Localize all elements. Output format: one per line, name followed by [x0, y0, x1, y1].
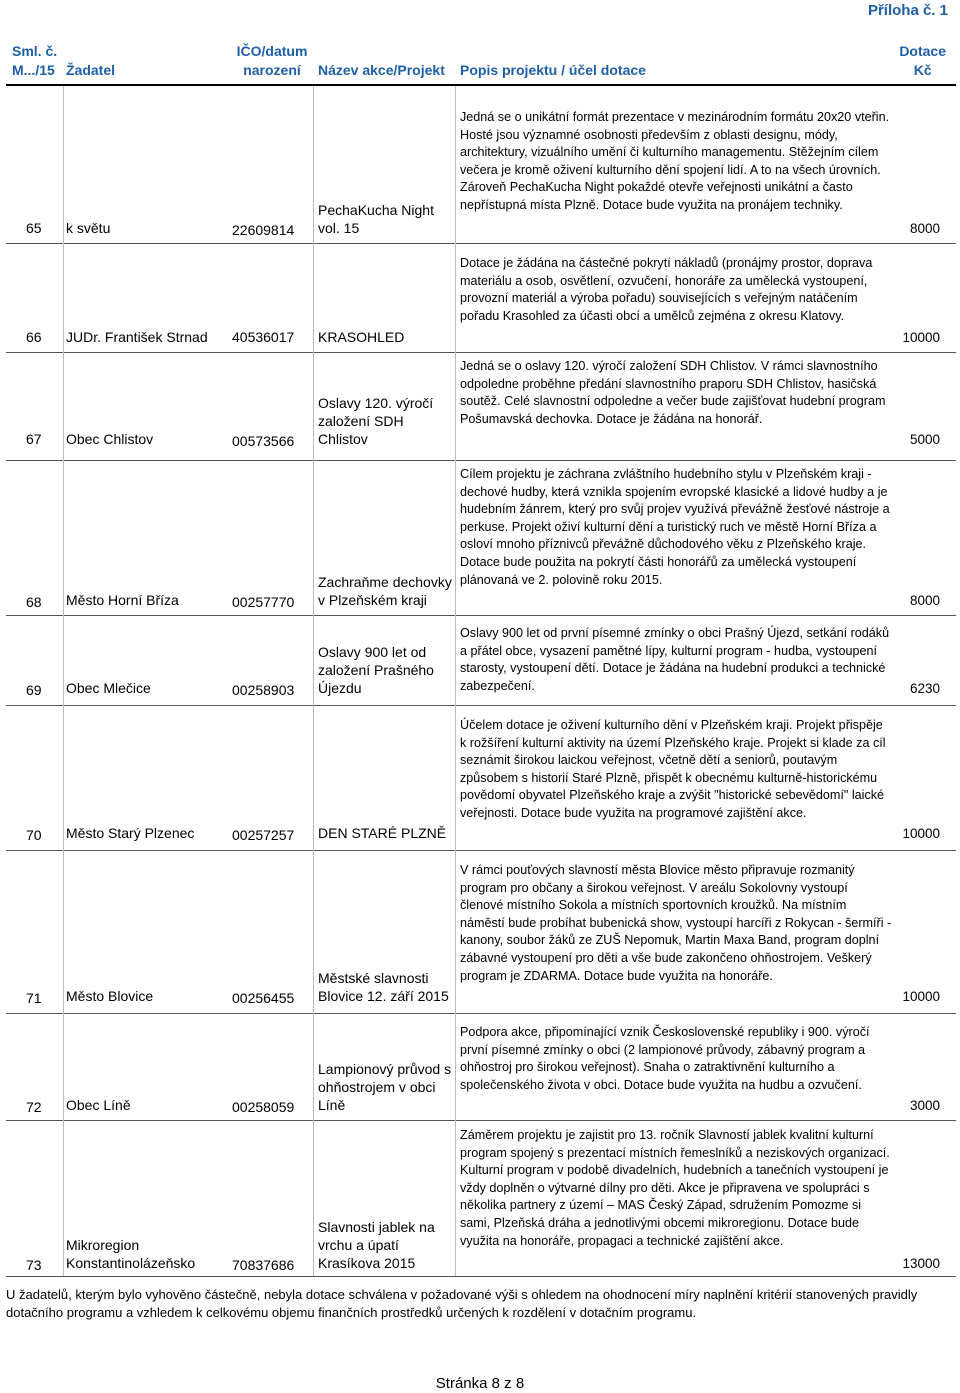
row-applicant: Město Blovice — [66, 988, 154, 1004]
row-number: 70 — [26, 827, 42, 843]
row-applicant: Mikroregion Konstantinolázeňsko — [66, 1237, 196, 1271]
row-applicant: Město Starý Plzenec — [66, 825, 195, 841]
row-amount: 10000 — [902, 989, 940, 1004]
row-description: Oslavy 900 let od první písemné zmínky o obci Prašný Újezd, setkání rodáků a přátel obce, vysazení pamětné lípy, kulturní program - hudba, vystoupení starosty, vystoupení dětí. Dotace je žádána na hudební produkci a technické zabezpečení. — [460, 626, 890, 693]
row-project: Lampionový průvod s ohňostrojem v obci Líně — [318, 1061, 452, 1113]
row-applicant: Obec Mlečice — [66, 680, 151, 696]
row-project: Slavnosti jablek na vrchu a úpatí Krasíkova 2015 — [318, 1219, 435, 1271]
row-applicant: JUDr. František Strnad — [66, 329, 208, 345]
row-ico: 00257257 — [232, 827, 295, 843]
row-description: Dotace je žádána na částečné pokrytí nákladů (pronájmy prostor, doprava materiálu a osob, osvětlení, ozvučení, honoráře za umělecká vystoupení, provozní materiál a výroba pořadu) souvisejících s veřejným natáčením pořadu Krasohled za účasti obcí a umělců zejména z okresu Klatovy. — [460, 256, 873, 323]
column-divider — [455, 86, 456, 1276]
header-description: Popis projektu / účel dotace — [460, 62, 646, 78]
row-project: PechaKucha Night vol. 15 — [318, 202, 434, 236]
row-amount: 10000 — [902, 826, 940, 841]
row-description: Jedná se o oslavy 120. výročí založení SDH Chlistov. V rámci slavnostního odpoledne proběhne předání slavnostního praporu SDH Chlistov, hasičská soutěž. Celé slavnostní odpoledne a večer bude zajišťovat hudební program Pošumavská dechovka. Dotace je žádána na honorář. — [460, 359, 886, 426]
row-ico: 00573566 — [232, 433, 295, 449]
row-number: 68 — [26, 594, 42, 610]
column-divider — [63, 86, 64, 1276]
row-description: Účelem dotace je oživení kulturního dění v Plzeňském kraji. Projekt přispěje k rožšíření kulturní aktivity na území Plzeňského kraje. Projekt si klade za cíl seznámit širokou laickou veřejnost, včetně dětí a seniorů, poutavým způsobem s historií Staré Plzně, přispět k obecnému kulturně-historickému povědomí obyvatel Plzeňského kraje a zvýšit "historické sebevědomí" laické veřejnosti. Dotace bude využita na programové zajištění akce. — [460, 718, 886, 820]
row-project: Zachraňme dechovky v Plzeňském kraji — [318, 574, 452, 608]
row-number: 72 — [26, 1099, 42, 1115]
header-ico: IČO/datum narození — [236, 43, 308, 78]
page-number: Stránka 8 z 8 — [435, 1375, 525, 1392]
row-amount: 5000 — [909, 432, 940, 447]
row-project: Oslavy 900 let od založení Prašného Újezdu — [318, 644, 434, 696]
column-divider — [313, 86, 314, 1276]
row-amount: 6230 — [909, 681, 940, 696]
row-number: 69 — [26, 682, 42, 698]
row-applicant: k světu — [66, 220, 111, 236]
row-ico: 00258903 — [232, 682, 295, 698]
row-ico: 00257770 — [232, 594, 295, 610]
row-description: Záměrem projektu je zajistit pro 13. ročník Slavností jablek kvalitní kulturní program spojený s prezentací místních řemeslníků a neziskových organizací. Kulturní program v podobě divadelních, hudebních a tanečních vystoupení je vždy doplněn o výtvarné dílny pro děti. Akce je připravena ve spolupráci s několika partnery z území – MAS Český Západ, sdružením Pomozme si sami, Plzeňská dráha a jednotlivými obcemi mikroregionu. Dotace bude využita na honoráře, propagaci a technické zajištění akce. — [460, 1128, 890, 1248]
row-number: 65 — [26, 220, 42, 236]
row-amount: 8000 — [909, 221, 940, 236]
header-divider — [6, 84, 956, 86]
row-applicant: Obec Líně — [66, 1097, 131, 1113]
row-ico: 00256455 — [232, 990, 295, 1006]
row-ico: 70837686 — [232, 1257, 295, 1273]
row-number: 66 — [26, 329, 42, 345]
row-applicant: Obec Chlistov — [66, 431, 154, 447]
row-amount: 3000 — [909, 1098, 940, 1113]
header-sml: Sml. č. M.../15 — [12, 43, 58, 78]
row-ico: 00258059 — [232, 1099, 295, 1115]
row-project: Oslavy 120. výročí založení SDH Chlistov — [318, 395, 434, 447]
row-amount: 8000 — [909, 593, 940, 608]
row-applicant: Město Horní Bříza — [66, 592, 179, 608]
row-description: Jedná se o unikátní formát prezentace v mezinárodním formátu 20x20 vteřin. Hosté jsou významné osobnosti především z oblasti designu, módy, architektury, vizuálního umění či kulturního managementu. Stěžejním cílem večera je kromě oživení kulturního dění spojení lidí. A to na všech úrovních. Zároveň PechaKucha Night pokaždé otevře veřejnosti unikátní a často nepřístupná místa Plzně. Dotace bude využita na pronájem techniky. — [460, 110, 890, 212]
row-amount: 10000 — [902, 330, 940, 345]
annex-label: Příloha č. 1 — [867, 2, 948, 19]
row-project: Městské slavnosti Blovice 12. září 2015 — [318, 970, 449, 1004]
row-number: 71 — [26, 990, 42, 1006]
header-applicant: Žadatel — [66, 62, 116, 78]
footnote: U žadatelů, kterým bylo vyhověno částečně, nebyla dotace schválena v požadované výši s ohledem na ohodnocení míry naplnění kritérií stanovených pravidly dotačního programu a vzhledem k celkovému objemu finančních prostředků určených k rozdělení v dotačním programu. — [6, 1287, 918, 1320]
row-ico: 22609814 — [232, 222, 295, 238]
row-project: DEN STARÉ PLZNĚ — [318, 825, 447, 841]
row-number: 73 — [26, 1257, 42, 1273]
row-ico: 40536017 — [232, 329, 295, 345]
header-project: Název akce/Projekt — [318, 62, 445, 78]
row-description: Cílem projektu je záchrana zvláštního hudebního stylu v Plzeňském kraji - dechové hudby, která vznikla spojením evropské klasické a lidové hudby a je hudebním žánrem, který pro svůj projev využívá převážně žesťové nástroje a perkuse. Projekt oživí kulturní dění a turistický ruch ve městě Horní Bříza a osloví mnoho příznivců převážně důchodového věku z Plzeňského kraje. Dotace bude použita na pokrytí části honorářů za umělecká vystoupení plánovaná ve 2. polovině roku 2015. — [460, 467, 890, 587]
row-amount: 13000 — [902, 1256, 940, 1271]
row-number: 67 — [26, 431, 42, 447]
row-project: KRASOHLED — [318, 329, 405, 345]
row-description: Podpora akce, připomínající vznik Československé republiky i 900. výročí první písemné zmínky o obci (2 lampionové průvody, zábavný program a ohňostroj pro širokou veřejnost). Snaha o zatraktivnění kulturního a společenského života v obci. Dotace bude využita na hudbu a ozvučení. — [460, 1025, 870, 1092]
row-description: V rámci pouťových slavností města Blovice město připravuje rozmanitý program pro občany a širokou veřejnost. V areálu Sokolovny vystoupí členové místního Sokola a místních sportovních kroužků. Na místním náměstí bude probíhat bubenická show, vystoupí harcíři z Rokycan - šermíři - kanony, soubor žáků ze ZUŠ Nepomuk, Martin Maxa Band, program doplní zábavné vystoupení pro děti a vše bude zakončeno ohňostrojem. Veškerý program je ZDARMA. Dotace bude využita na honoráře. — [460, 863, 892, 983]
header-amount: Dotace Kč — [899, 43, 946, 78]
